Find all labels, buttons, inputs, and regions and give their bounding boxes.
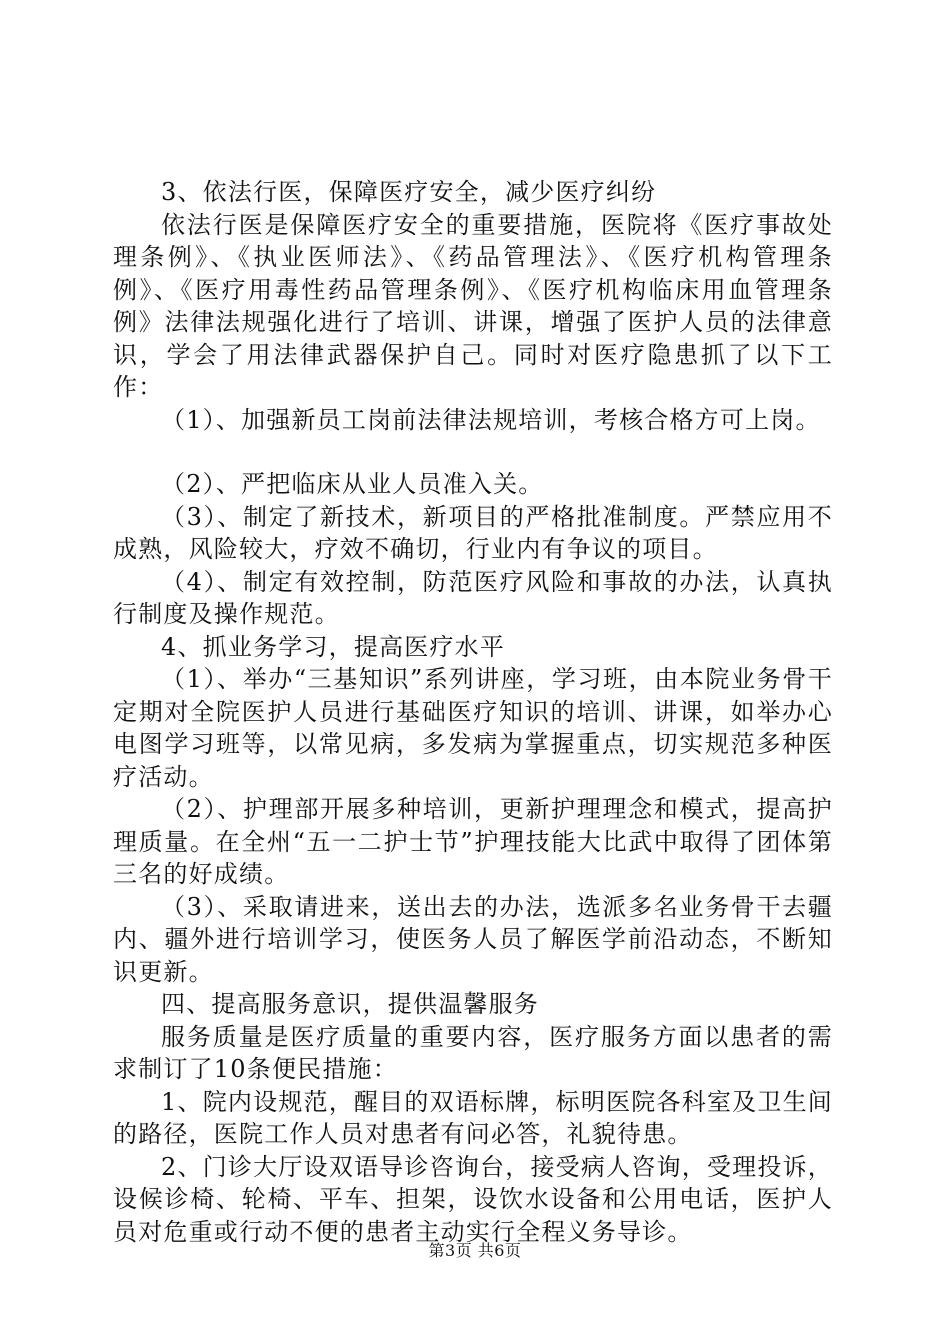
- study-item-1: （1）、举办“三基知识”系列讲座，学习班，由本院业务骨干定期对全院医护人员进行基础医疗知识的培训、讲课，如举办心电图学习班等，以常见病，多发病为掌握重点，切实规范多种医疗活动。: [113, 665, 833, 791]
- list-item-2: （2）、严把临床从业人员准入关。: [161, 470, 544, 498]
- paragraph-service-quality: 服务质量是医疗质量的重要内容，医疗服务方面以患者的需求制订了10条便民措施：: [113, 1022, 833, 1083]
- section-heading-4: 4、抓业务学习，提高医疗水平: [161, 632, 506, 661]
- paragraph-legal-practice: 依法行医是保障医疗安全的重要措施，医院将《医疗事故处理条例》、《执业医师法》、《药品管理法》、《医疗机构管理条例》、《医疗用毒性药品管理条例》、《医疗机构临床用血管理条例》法律法规强化进行了培训、讲课，增强了医护人员的法律意识，学会了用法律武器保护自己。同时对医疗隐患抓了以下工作：: [113, 210, 833, 401]
- section-heading-3: 3、依法行医，保障医疗安全，减少医疗纠纷: [161, 178, 657, 206]
- document-body: [113, 176, 833, 1248]
- study-item-3: （3）、采取请进来，送出去的办法，选派多名业务骨干去疆内、疆外进行培训学习，使医务人员了解医学前沿动态，不断知识更新。: [113, 892, 833, 986]
- service-item-1: 1、院内设规范，醒目的双语标牌，标明医院各科室及卫生间的路径，医院工作人员对患者有问必答，礼貌待患。: [113, 1087, 833, 1148]
- list-item-4: （4）、制定有效控制，防范医疗风险和事故的办法，认真执行制度及操作规范。: [113, 567, 833, 628]
- study-item-2: （2）、护理部开展多种培训，更新护理理念和模式，提高护理质量。在全州“五一二护士节”护理技能大比武中取得了团体第三名的好成绩。: [113, 795, 833, 888]
- section-heading-service: 四、提高服务意识，提供温馨服务: [161, 990, 539, 1018]
- page-number-footer: 第3页 共6页: [428, 1241, 522, 1260]
- paragraph-spacer: [113, 436, 833, 468]
- list-item-3: （3）、制定了新技术，新项目的严格批准制度。严禁应用不成熟，风险较大，疗效不确切，行业内有争议的项目。: [113, 502, 833, 563]
- service-item-2: 2、门诊大厅设双语导诊咨询台，接受病人咨询，受理投诉，设候诊椅、轮椅、平车、担架，设饮水设备和公用电话，医护人员对危重或行动不便的患者主动实行全程义务导诊。: [113, 1152, 833, 1246]
- list-item-1: （1）、加强新员工岗前法律法规培训，考核合格方可上岗。: [161, 405, 821, 434]
